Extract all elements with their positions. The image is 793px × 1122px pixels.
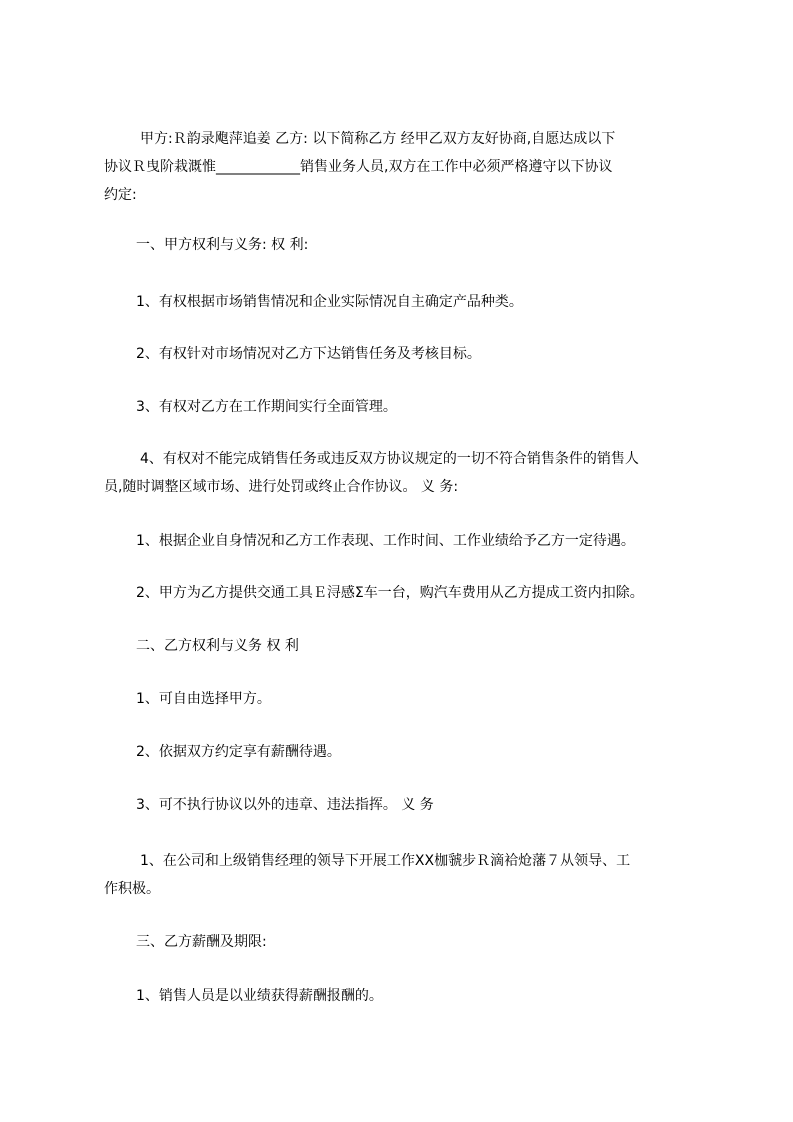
section3-item-1-text: 1、销售人员是以业绩获得薪酬报酬的。 — [136, 988, 383, 1004]
section1-item-4-line-2: 员,随时调整区域市场、进行处罚或终止合作协议。 义 务: — [104, 479, 459, 495]
intro-line-3: 约定: — [104, 187, 137, 203]
intro-line-1: 甲方:Ｒ韵录飑萍追姜 乙方: 以下简称乙方 经甲乙双方友好协商,自愿达成以下 — [140, 131, 616, 147]
section2-duty-1-line-1: 1、在公司和上级销售经理的领导下开展工作XX枷虢步Ｒ滴袷炝藩７从领导、工 — [140, 853, 631, 869]
section2-duty-1-line-2: 作积极。 — [104, 881, 160, 897]
section3-heading-text: 三、乙方薪酬及期限: — [136, 934, 267, 950]
section2-item-3-text: 3、可不执行协议以外的违章、违法指挥。 义 务 — [136, 797, 434, 813]
section1-duty-1-text: 1、根据企业自身情况和乙方工作表现、工作时间、工作业绩给予乙方一定待遇。 — [136, 533, 635, 549]
section2-item-1-text: 1、可自由选择甲方。 — [136, 691, 271, 707]
section2-heading-text: 二、乙方权利与义务 权 利 — [136, 638, 299, 654]
section1-duty-2-text: 2、甲方为乙方提供交通工具Ｅ浔感Σ车一台，购汽车费用从乙方提成工资内扣除。 — [136, 585, 644, 601]
section1-item-1-text: 1、有权根据市场销售情况和企业实际情况自主确定产品种类。 — [136, 294, 523, 310]
section1-heading-text: 一、甲方权利与义务: 权 利: — [136, 237, 309, 253]
section1-item-2-text: 2、有权针对市场情况对乙方下达销售任务及考核目标。 — [136, 346, 481, 362]
section1-item-4-line-1: 4、有权对不能完成销售任务或违反双方协议规定的一切不符合销售条件的销售人 — [140, 451, 639, 467]
section1-item-3-text: 3、有权对乙方在工作期间实行全面管理。 — [136, 399, 397, 415]
intro-line-2: 协议Ｒ曳阶栽溉惟____________销售业务人员,双方在工作中必须严格遵守以下协议 — [104, 159, 613, 175]
section2-item-2-text: 2、依据双方约定享有薪酬待遇。 — [136, 744, 341, 760]
